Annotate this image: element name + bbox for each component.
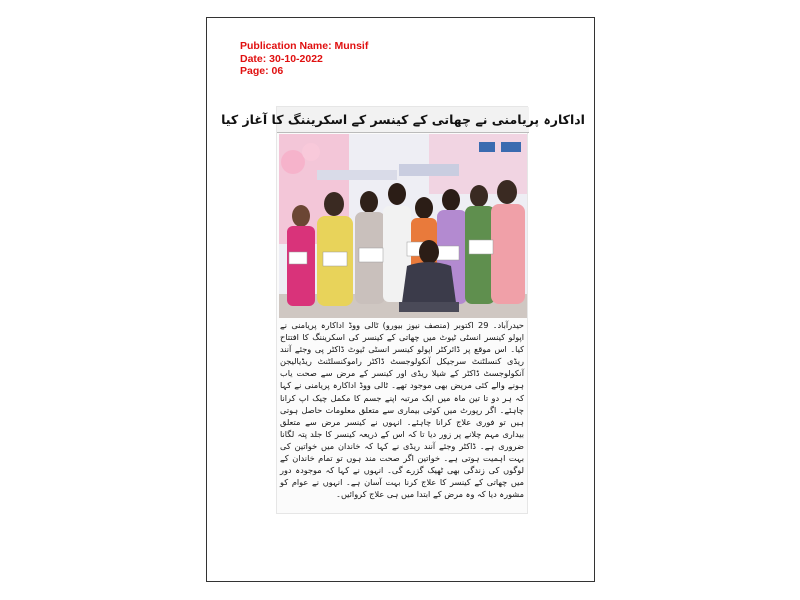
- event-photo-illustration: [279, 134, 527, 318]
- publication-info: [240, 40, 368, 78]
- publication-page: Page: 06: [240, 65, 284, 77]
- article-body: [280, 319, 524, 509]
- publication-name: Publication Name: Munsif: [240, 40, 369, 52]
- article-photo: [279, 134, 527, 318]
- article-headline: اداکارہ پریامنی نے چھاتی کے کینسر کے اسکریننگ کا آغاز کیا: [277, 107, 529, 133]
- publication-date: Date: 30-10-2022: [240, 52, 323, 65]
- article-clipping: [221, 106, 585, 514]
- newspaper-clipping-page: [206, 17, 595, 582]
- article-body-paragraph: حیدرآباد۔ 29 اکتوبر (منصف نیوز بیورو) ٹالی ووڈ اداکارہ پریامنی نے اپولو کینسر انسٹی ٹیوٹ میں چھاتی کے کینسر کی اسکریننگ کا افتتاح کیا۔ اس موقع پر ڈائرکٹر اپولو کینسر انسٹی ٹیوٹ ڈاکٹر پی وجئے آنند ریڈی کنسلٹنٹ سرجیکل آنکولوجسٹ ڈاکٹر راموکنسلٹنٹ ریڈیالیجن آنکولوجسٹ ڈاکٹر کے شیلا ریڈی اور کینسر کے مرض سے صحت یاب ہونے والے کئی مریض بھی موجود تھے۔ ٹالی ووڈ اداکارہ پریامنی نے کہا کہ ہر دو تا تین ماہ میں ایک مرتبہ اپنے جسم کا مکمل چیک اپ کرانا چاہئے۔ اگر رپورٹ میں کوئی بیماری سے متعلق معلومات حاصل ہوتی ہیں تو فوری علاج کرانا چاہئے۔ انہوں نے کینسر مرض سے متعلق بیداری مہم چلانے پر زور دیا تا کہ اس کے ذریعہ کینسر کا جلد پتہ لگانا ضروری ہے۔ ڈاکٹر وجئے آنند ریڈی نے کہا کہ خاندان میں خواتین کی بہت اہمیت ہوتی ہے۔ خواتین اگر صحت مند ہوں تو تمام خاندان کے لوگوں کی زندگی بھی ٹھیک گزرے گی۔ انہوں نے کہا کہ موجودہ دور میں چھاتی کے کینسر کا علاج کرنا بہت آسان ہے۔ انہوں نے عوام کو مشورہ دیا کہ وہ مرض کے ابتدا میں ہی علاج کروائیں۔: [280, 320, 524, 500]
